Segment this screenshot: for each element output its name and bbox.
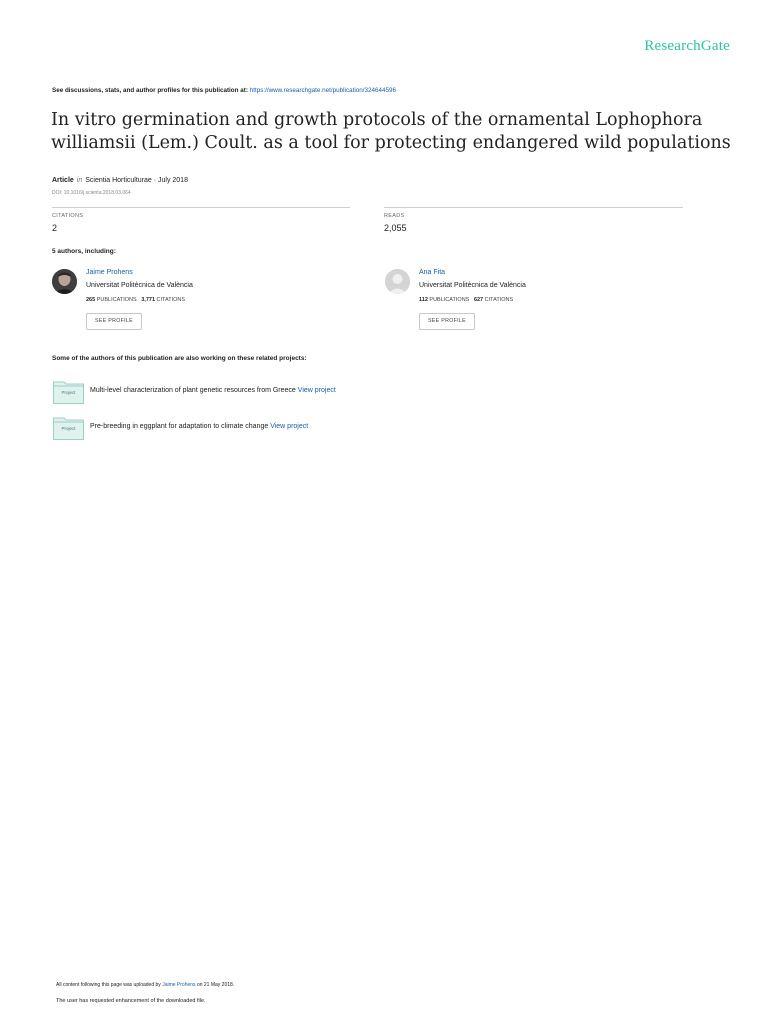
view-project-link[interactable]: View project [270,423,309,430]
enhancement-note: The user has requested enhancement of the downloaded file. [56,998,206,1004]
author-citations-count: 3,771 [141,297,156,303]
discussion-prefix: See discussions, stats, and author profiles for this publication at: [52,87,248,94]
avatar-ana-fita[interactable] [385,269,410,294]
publications-label: PUBLICATIONS [96,297,137,303]
uploader-link[interactable]: Jaime Prohens [162,982,196,988]
project-item [90,387,336,394]
author-stats [86,297,185,303]
reads-label: READS [384,213,405,219]
divider-reads [384,207,683,208]
author-name-link[interactable]: Ana Fita [419,269,446,276]
researchgate-logo[interactable]: ResearchGate [644,38,730,54]
journal-date: Scientia Horticulturae · July 2018 [85,177,188,184]
project-icon-label: Project [61,390,76,395]
paper-title-line-1: In vitro germination and growth protocols of the ornamental Lophophora [51,110,703,130]
project-title: Multi-level characterization of plant genetic resources from Greece [90,387,296,394]
publications-count: 265 [86,297,96,303]
author-institution: Universitat Politècnica de València [419,282,526,289]
author-citations-label: CITATIONS [156,297,186,303]
project-icon-label: Project [61,426,76,431]
article-type: Article [52,177,74,184]
discussion-line [52,87,396,94]
paper-title-line-2: williamsii (Lem.) Coult. as a tool for protecting endangered wild populations [51,133,731,153]
article-in: in [76,177,83,184]
upload-note [56,982,234,988]
see-profile-button[interactable]: SEE PROFILE [86,313,142,330]
citations-label: CITATIONS [52,213,84,219]
upload-suffix: on 21 May 2018. [196,982,235,988]
divider-citations [52,207,350,208]
upload-prefix: All content following this page was uploaded by [56,982,161,988]
portrait-icon [52,269,77,294]
author-citations-count: 627 [473,297,484,303]
citations-value: 2 [52,223,58,233]
paper-title [51,109,731,155]
doi: DOI: 10.1016/j.scienta.2018.03.064 [52,190,131,196]
project-folder-icon [53,380,84,404]
author-institution: Universitat Politècnica de València [86,282,193,289]
avatar-jaime-prohens[interactable] [52,269,77,294]
publications-count: 112 [419,297,428,303]
reads-value: 2,055 [384,223,407,233]
see-profile-button[interactable]: SEE PROFILE [419,313,475,330]
author-stats [419,297,513,303]
publications-label: PUBLICATIONS [429,297,470,303]
authors-heading: 5 authors, including: [52,248,116,255]
view-project-link[interactable]: View project [297,387,336,394]
projects-heading: Some of the authors of this publication are also working on these related projects: [52,355,307,362]
article-meta [52,177,188,184]
default-user-icon [385,269,410,294]
author-citations-label: CITATIONS [484,297,514,303]
project-title: Pre-breeding in eggplant for adaptation to climate change [90,423,269,430]
author-name-link[interactable]: Jaime Prohens [86,269,133,276]
publication-url-link[interactable]: https://www.researchgate.net/publication/324644596 [249,87,397,94]
project-item [90,423,308,430]
project-folder-icon [53,416,84,440]
